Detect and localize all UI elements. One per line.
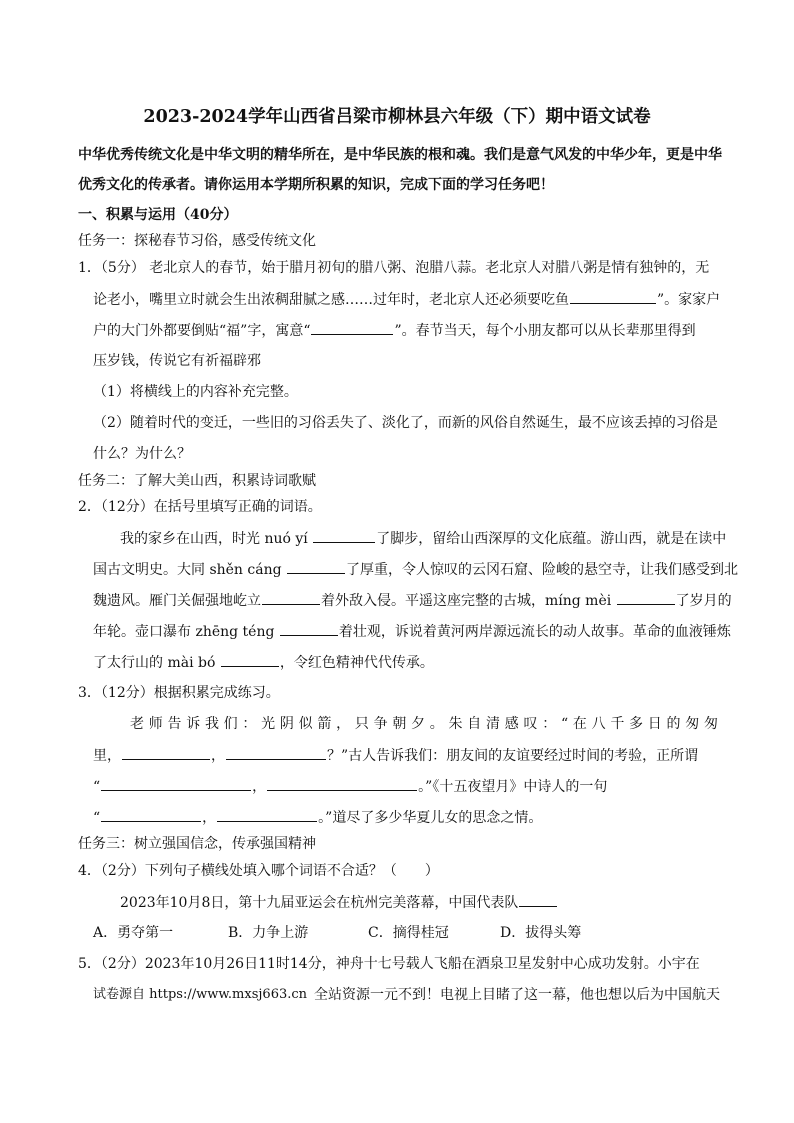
q5-line-2: 全站资源一元不到！电视上目睹了这一幕，他也想以后为中国航天 (314, 987, 720, 1003)
q4-blank[interactable] (519, 893, 557, 907)
q4-option-b[interactable]: B．力争上游 (228, 925, 309, 941)
intro-line-2: 优秀文化的传承者。请你运用本学期所积累的知识，完成下面的学习任务吧！ (78, 177, 554, 193)
q3-line-2-end: ？”古人告诉我们：朋友间的友谊要经过时间的考验，正所谓 (327, 748, 699, 764)
q3-line-4-end: 。”道尽了多少华夏儿女的思念之情。 (318, 810, 543, 826)
q1-sub-1: （1）将横线上的内容补充完整。 (93, 384, 298, 400)
q1-sub-2-a: （2）随着时代的变迁，一些旧的习俗丢失了、淡化了，而新的风俗自然诞生，最不应该丢掉的习俗是 (93, 415, 718, 431)
q2-line-3-end: 了岁月的 (675, 593, 732, 609)
q3-line-2-sep: ， (211, 748, 225, 764)
task-2-heading: 任务二：了解大美山西，积累诗词歌赋 (78, 473, 316, 489)
q4-option-a[interactable]: A．勇夺第一 (93, 925, 174, 941)
q1-line-4: 压岁钱，传说它有祈福辟邪 (93, 353, 261, 369)
q3-line-3 (93, 777, 607, 796)
task-1-heading: 任务一：探秘春节习俗，感受传统文化 (78, 233, 316, 249)
q4-sentence (120, 893, 558, 912)
q3-heading: 3．（12分）根据积累完成练习。 (78, 685, 280, 701)
q1-blank-1[interactable] (570, 290, 656, 304)
q4-sentence-text: 2023年10月8日，第十九届亚运会在杭州完美落幕，中国代表队 (120, 895, 519, 911)
q2-line-1-end: 了脚步，留给山西深厚的文化底蕴。游山西，就是在读中 (376, 531, 727, 547)
q2-line-2-text: 国古文明史。大同 shěn cáng (93, 562, 287, 578)
q3-line-2 (93, 746, 698, 765)
q3-blank-3[interactable] (101, 777, 251, 791)
q3-line-4-sep: ， (202, 810, 217, 826)
q2-line-2-end: 了厚重，令人惊叹的云冈石窟、险峻的悬空寺，让我们感受到北 (346, 562, 739, 578)
q2-line-1-text: 我的家乡在山西，时光 nuó yí (120, 531, 313, 547)
q3-blank-5[interactable] (101, 808, 201, 822)
q1-line-3-text: 户的大门外都要倒贴“福”字，寓意“ (93, 323, 311, 339)
q2-line-3-text: 魏遗风。雁门关倔强地屹立 (93, 593, 261, 609)
q2-line-4-end: 着壮观，诉说着黄河两岸源远流长的动人故事。革命的血液锤炼 (338, 624, 731, 640)
q2-line-4 (93, 622, 731, 641)
q1-line-2-end: ”。家家户 (657, 292, 721, 308)
q3-line-3-sep: ， (252, 779, 267, 795)
q2-line-5-end: ，令红色精神代代传承。 (279, 655, 434, 671)
q3-blank-4[interactable] (267, 777, 417, 791)
q1-line-1: 1．（5分） 老北京人的春节，始于腊月初旬的腊八粥、泡腊八蒜。老北京人对腊八粥是情有独钟的，无 (78, 260, 710, 276)
q3-line-4 (93, 808, 542, 827)
q1-blank-2[interactable] (311, 321, 393, 335)
q3-line-3-end: 。”《十五夜望月》中诗人的一句 (418, 779, 608, 795)
q2-line-3 (93, 591, 732, 610)
q2-line-1 (120, 529, 726, 548)
q2-line-5 (93, 653, 434, 672)
q3-line-4-open: “ (93, 810, 101, 826)
q5-line-1: 5．（2分）2023年10月26日11时14分，神舟十七号载人飞船在酒泉卫星发射中心成功发射。小宇在 (78, 956, 700, 972)
q2-line-2 (93, 560, 738, 579)
intro-line-1: 中华优秀传统文化是中华文明的精华所在，是中华民族的根和魂。我们是意气风发的中华少年，更是中华 (78, 147, 722, 163)
section-heading: 一、积累与运用（40分） (78, 207, 238, 223)
q2-heading: 2．（12分）在括号里填写正确的词语。 (78, 499, 322, 515)
q4-option-c[interactable]: C．摘得桂冠 (368, 925, 449, 941)
q2-blank-5[interactable] (280, 622, 338, 636)
q2-line-4-text: 年轮。壶口瀑布 zhēng téng (93, 624, 279, 640)
page-title: 2023-2024学年山西省吕梁市柳林县六年级（下）期中语文试卷 (143, 107, 651, 127)
q4-heading: 4．（2分）下列句子横线处填入哪个词语不合适？（ ） (78, 863, 439, 879)
q2-blank-6[interactable] (221, 653, 279, 667)
task-3-heading: 任务三：树立强国信念，传承强国精神 (78, 836, 316, 852)
q1-sub-2-b: 什么？为什么？ (93, 446, 191, 462)
q2-line-3-mid: 着外敌入侵。平遥这座完整的古城，míng mèi (321, 593, 616, 609)
q1-line-2-text: 论老小，嘴里立时就会生出浓稠甜腻之感……过年时，老北京人还必须要吃鱼 (93, 292, 569, 308)
q2-line-5-text: 了太行山的 mài bó (93, 655, 220, 671)
q4-option-d[interactable]: D．拔得头筹 (500, 925, 582, 941)
q1-line-3-end: ”。春节当天，每个小朋友都可以从长辈那里得到 (394, 323, 696, 339)
q3-blank-1[interactable] (122, 746, 210, 760)
q3-blank-2[interactable] (226, 746, 326, 760)
q2-blank-2[interactable] (287, 560, 345, 574)
q2-blank-4[interactable] (617, 591, 675, 605)
q1-line-2 (93, 290, 720, 309)
q1-line-3 (93, 321, 696, 340)
q3-line-2-text: 里， (93, 748, 121, 764)
q2-blank-3[interactable] (262, 591, 320, 605)
q3-line-1: 老师告诉我们：光阴似箭，只争朝夕。朱自清感叹：“在八千多日的匆匆 (130, 716, 718, 732)
q3-line-3-open: “ (93, 779, 101, 795)
q2-blank-1[interactable] (313, 529, 375, 543)
q3-blank-6[interactable] (217, 808, 317, 822)
q5-source: 试卷源自 https://www.mxsj663.cn (93, 987, 308, 1002)
